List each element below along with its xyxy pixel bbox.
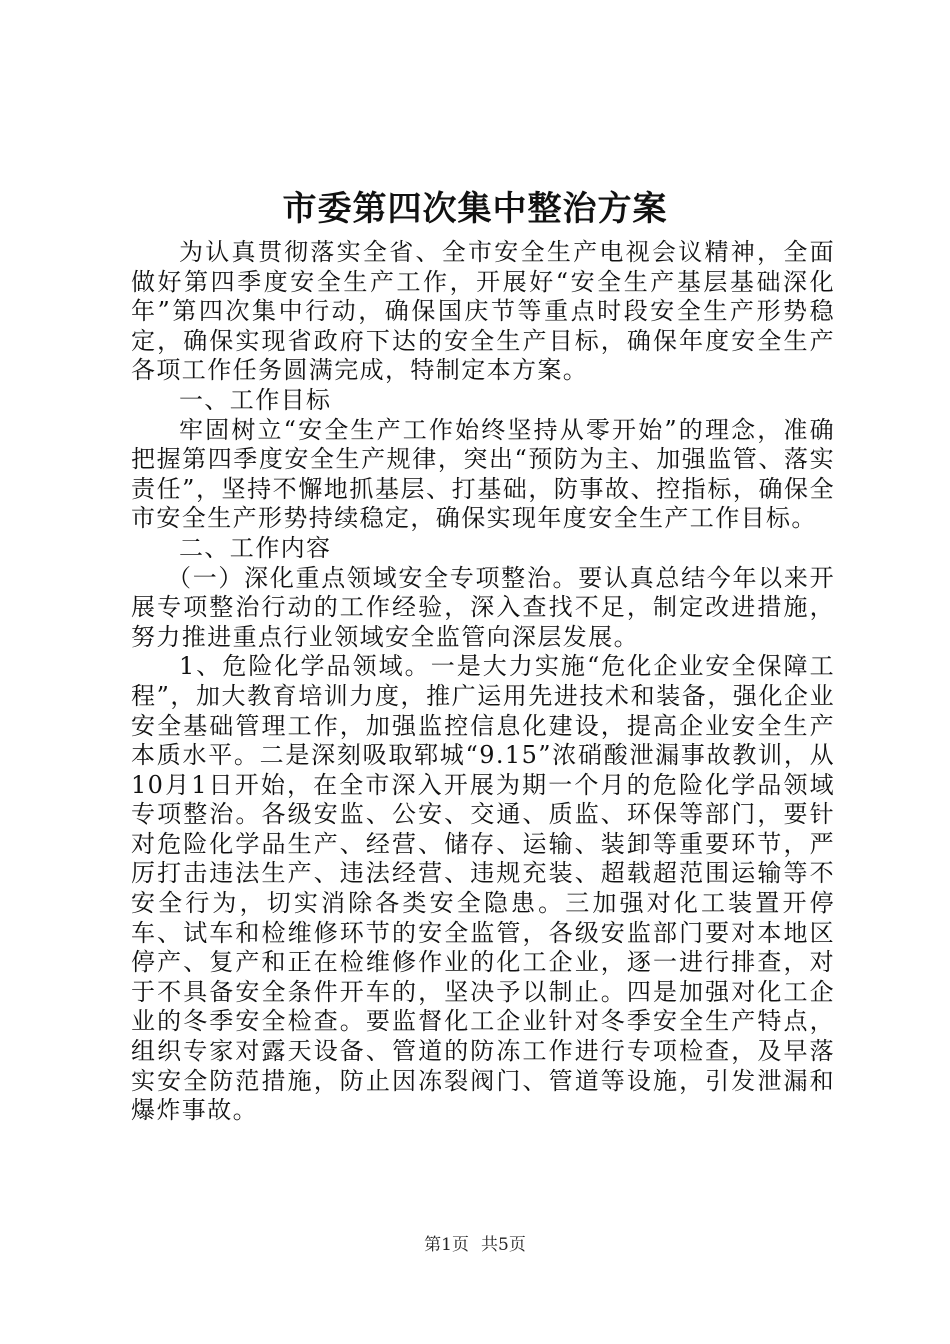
page-number: 第1页 bbox=[424, 1235, 469, 1255]
document-title: 市委第四次集中整治方案 bbox=[282, 189, 668, 229]
document-body bbox=[131, 238, 835, 1126]
page-total: 共5页 bbox=[481, 1235, 526, 1255]
goals-paragraph: 牢固树立“安全生产工作始终坚持从零开始”的理念，准确把握第四季度安全生产规律，突出“预防为主、加强监管、落实责任”，坚持不懈地抓基层、打基础，防事故、控指标，确保全市安全生产形势持续稳定，确保实现年度安全生产工作目标。 bbox=[131, 415, 835, 533]
content-subsection-paragraph: （一）深化重点领域安全专项整治。要认真总结今年以来开展专项整治行动的工作经验，深入查找不足，制定改进措施，努力推进重点行业领域安全监管向深层发展。 bbox=[131, 563, 835, 651]
section-heading-content: 二、工作内容 bbox=[179, 533, 332, 562]
intro-paragraph: 为认真贯彻落实全省、全市安全生产电视会议精神，全面做好第四季度安全生产工作，开展好“安全生产基层基础深化年”第四次集中行动，确保国庆节等重点时段安全生产形势稳定，确保实现省政府下达的安全生产目标，确保年度安全生产各项工作任务圆满完成，特制定本方案。 bbox=[131, 238, 835, 385]
section-heading-goals: 一、工作目标 bbox=[179, 385, 332, 414]
hazardous-chemicals-paragraph: 1、危险化学品领域。一是大力实施“危化企业安全保障工程”，加大教育培训力度，推广运用先进技术和装备，强化企业安全基础管理工作，加强监控信息化建设，提高企业安全生产本质水平。二是深刻吸取郓城“9.15”浓硝酸泄漏事故教训，从10月1日开始，在全市深入开展为期一个月的危险化学品领域专项整治。各级安监、公安、交通、质监、环保等部门，要针对危险化学品生产、经营、储存、运输、装卸等重要环节，严厉打击违法生产、违法经营、违规充装、超载超范围运输等不安全行为，切实消除各类安全隐患。三加强对化工装置开停车、试车和检维修环节的安全监管，各级安监部门要对本地区停产、复产和正在检维修作业的化工企业，逐一进行排查，对于不具备安全条件开车的，坚决予以制止。四是加强对化工企业的冬季安全检查。要监督化工企业针对冬季安全生产特点，组织专家对露天设备、管道的防冻工作进行专项检查，及早落实安全防范措施，防止因冻裂阀门、管道等设施，引发泄漏和爆炸事故。 bbox=[131, 652, 835, 1125]
page-footer bbox=[0, 1234, 950, 1256]
